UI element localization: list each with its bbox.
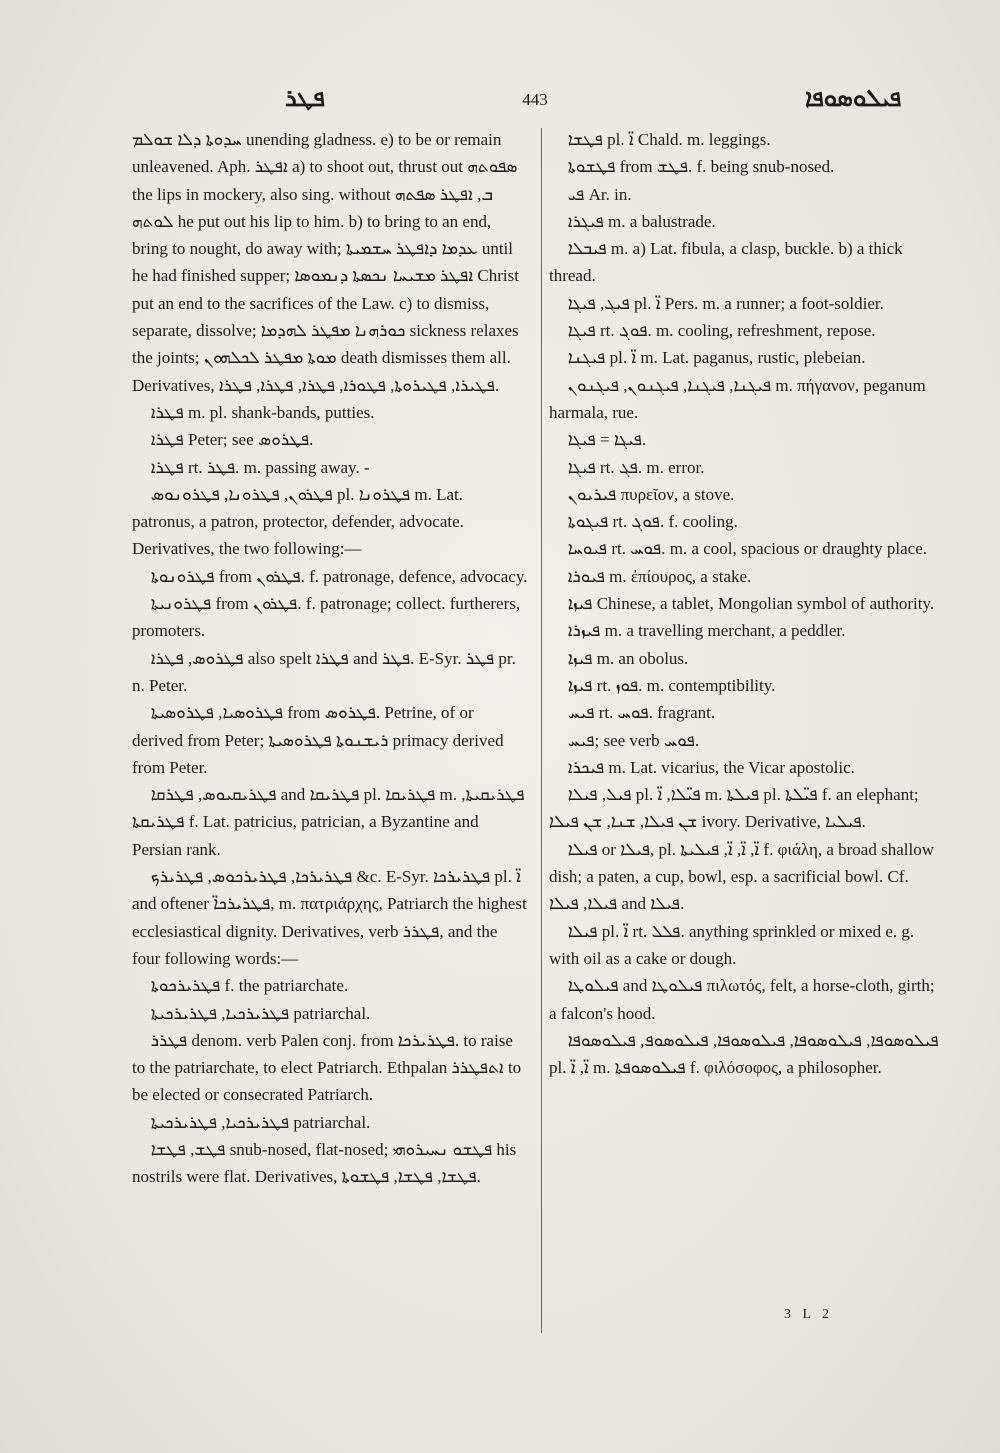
dictionary-entry: ܦܛܪܝܪܟܝܐ, ܦܛܪܝܪܟܝܬܐ patriarchal. [150, 1112, 371, 1132]
dictionary-entry: ܦܝܓܘܬܐ rt. ܦܘܓ. f. cooling. [567, 512, 738, 532]
dictionary-entry: ܦܝܠ, ܦܝܠܐ pl. ܦܝ̈ܠܐ, ܐ̈ m. ܦܝܠܬܐ pl. ܦܝ̈ܠܬܐ f. an elephant; ܫܢ ܦܝܠܐ, ܫܢܐ, ܫܢ ܦܝܠܐ ivory. Derivative, ܦܝܠܝܐ. [549, 785, 919, 832]
dictionary-entry: ܦܛܪܝܪܟܝܐ, ܦܛܪܝܪܟܝܬܐ patriarchal. [150, 1003, 371, 1023]
dictionary-entry: ܦܛܪܐ rt. ܦܛܪ. m. passing away. - [150, 457, 370, 477]
dictionary-entry: ܦܝܠܐ or ܦܝܠܐ, pl. ܐ̈, ܐ̈, ܐ̈, ܦܝܠܝܬܐ f. φιάλη, a broad shallow dish; a paten, a cup, bowl, esp. a sacrificial bowl. Cf. ܦܝܠܐ, ܦܝܠܐ and ܦܝܠܐ. [549, 839, 934, 914]
page-number: 443 [522, 90, 548, 109]
signature-mark: 3 L 2 [784, 1307, 834, 1322]
dictionary-entry: ܦܛܪܝܩܝܘܣ, ܦܛܪܩܐ and ܦܛܪܝܩܐ pl. ܦܛܪܝܩܐ m. ܦܛܪܝܩܝܬܐ, ܦܛܪܝܩܬܐ f. Lat. patricius, patrician, a Byzantine and Persian rank. [132, 785, 525, 859]
dictionary-entry: ܦܝܪܝܘܢ πυρεῖον, a stove. [567, 484, 735, 504]
left-column [132, 126, 528, 1191]
dictionary-entry: ܦܛܪܐ m. pl. shank-bands, putties. [150, 402, 375, 422]
dictionary-entry: ܦܛܪܝܪܟܘܬܐ f. the patriarchate. [150, 976, 349, 996]
dictionary-entry: ܦܝܓܢܐ pl. ܐ̈ m. Lat. paganus, rustic, plebeian. [567, 348, 866, 368]
dictionary-entry: ܦܝܚ rt. ܦܘܚ. fragrant. [567, 703, 716, 723]
dictionary-entry: ܦܛܫܘܬܐ from ܦܛܫ. f. being snub-nosed. [567, 157, 835, 177]
dictionary-entry: ܦܛܪܪ denom. verb Palen conj. from ܦܛܪܝܪܟܐ. to raise to the patriarchate, to elect Patriarch. Ethpalan ܐܬܦܛܪܪ to be elected or consecrated Patriarch. [132, 1030, 522, 1105]
dictionary-entry: ܦܝܓܐ rt. ܦܓ. m. error. [567, 457, 705, 477]
dictionary-entry: ܦܝܓܢܐ, ܦܝܓܢܐ, ܦܝܓܢܘܢ, ܦܝܓܢܘܢ m. πήγανον, peganum harmala, rue. [549, 375, 926, 422]
dictionary-entry: ܦܛܪܘܣ, ܦܛܪܐ also spelt ܦܛܪܐ and ܦܛܪ. E-Syr. ܦܛܪ pr. n. Peter. [132, 648, 516, 695]
dictionary-entry: ܦܛܪܐ Peter; see ܦܛܪܘܣ. [150, 430, 314, 450]
dictionary-entry: ܦܝܙܐ rt. ܦܘܙ. m. contemptibility. [567, 675, 776, 695]
dictionary-entry: ܦܝܙܐ Chinese, a tablet, Mongolian symbol of authority. [567, 594, 935, 614]
dictionary-entry: ܦܝܚ; see verb ܦܘܚ. [567, 730, 700, 750]
dictionary-entry: ܦܝܒܠܐ m. a) Lat. fibula, a clasp, buckle. b) a thick thread. [549, 239, 903, 286]
dictionary-entry: ܦܝܙܐ m. an obolus. [567, 648, 689, 668]
dictionary-entry: ܦܝܘܪܐ m. ἐπίουρος, a stake. [567, 566, 752, 586]
dictionary-entry: ܦܛܫܐ pl. ܐ̈ Chald. m. leggings. [567, 130, 771, 149]
column-divider [541, 128, 542, 1333]
dictionary-entry: ܦܝܟܪܐ m. Lat. vicarius, the Vicar apostolic. [567, 757, 855, 777]
dictionary-entry: ܦܝܠܘܣܘܦܐ, ܦܝܠܘܣܘܦܐ, ܦܝܠܘܣܘܦܐ, ܦܝܠܘܣܘܦ, ܦܝܠܘܣܘܦܐ pl. ܐ̈, ܐ̈ m. ܦܝܠܘܣܘܦܬܐ f. φιλόσοφος, a philosopher. [549, 1030, 939, 1078]
dictionary-entry: ܦܛܪܝܪܟܐ, ܦܛܪܝܪܟܘܣ, ܦܛܪܝܪܟ &c. E-Syr. ܦܛܪܝܪܟܐ pl. ܐ̈ and oftener ܦܛܪܝܪܟܐ̈, m. πατριάρχης, Patriarch the highest ecclesiastical dignity. Derivatives, verb ܦܛܪܪ, and the four following words:— [132, 867, 527, 968]
dictionary-entry: ܦܛܪܘܢܘܬܐ from ܦܛܪܘܢ. f. patronage, defence, advocacy. [150, 566, 528, 586]
dictionary-entry: ܦܝܓܪܐ m. a balustrade. [567, 211, 716, 231]
dictionary-entry: ܦܝܠܐ pl. ܐ̈ rt. ܦܠܠ. anything sprinkled or mixed e. g. with oil as a cake or dough. [549, 921, 915, 968]
dictionary-entry: ܦܝ Ar. in. [567, 184, 632, 204]
dictionary-entry: ܦܛܫ, ܦܛܫܐ snub-nosed, flat-nosed; ܦܛܫܘ ܢܚܝܪܘܗܝ his nostrils were flat. Derivatives, ܦܛܫܐ, ܦܛܫܐ, ܦܛܫܘܬܐ. [132, 1139, 517, 1187]
dictionary-entry: ܦܛܪܘܢ, ܦܛܪܘܢܐ, ܦܛܪܘܢܘܣ pl. ܦܛܪܘܢܐ m. Lat. patronus, a patron, protector, defender, advocate. Derivatives, the two following:— [132, 484, 464, 559]
dictionary-entry: ܦܝܘܚܐ rt. ܦܘܚ. m. a cool, spacious or draughty place. [567, 539, 927, 559]
dictionary-entry: ܦܝܓܐ = ܦܝܓܐ. [567, 430, 647, 450]
running-headword-right: ܦܝܠܘܣܘܦܐ [805, 86, 902, 112]
dictionary-entry: ܦܛܪܘܣܝܐ, ܦܛܪܘܣܝܬܐ from ܦܛܪܘܣ. Petrine, of or derived from Peter; ܪܝܫܢܘܬܐ ܦܛܪܘܣܝܬܐ primacy derived from Peter. [132, 703, 504, 777]
dictionary-entry: ܦܝܠܘܛܐ and ܦܝܠܘܛܐ πιλωτός, felt, a horse-cloth, girth; a falcon's hood. [549, 976, 935, 1023]
running-headword-left: ܦܛܪ [285, 86, 325, 112]
dictionary-entry: ܦܝܓ, ܦܝܓܐ pl. ܐ̈ Pers. m. a runner; a foot-soldier. [567, 293, 884, 313]
dictionary-entry: ܚܕܘܬܐ ܕܠܐ ܫܘܠܡ unending gladness. e) to be or remain unleavened. Aph. ܐܦܛܪ a) to shoot out, thrust out ܣܦܘܬܗ the lips in mockery, also sing. without ܒ, ܐܦܛܪ ܣܦܬܗ ܠܘܬܗ he put out his lip to him. b) to bring to an end, bring to nought, do away with; ܥܕܡܐ ܕܐܦܛܪ ܚܫܡܝܬܐ until he had finished supper; ܐܦܛܪ ܡܫܝܚܐ ܢܟܣܬܐ ܕܢܡܘܣܐ Christ put an end to the sacrifices of the Law. c) to dismiss, separate, dissolve; ܟܘܪܗܢܐ ܡܦܛܪ ܠܗܕܡܐ sickness relaxes the joints; ܡܘܬܐ ܡܦܛܪ ܠܟܠܗܘܢ death dismisses them all. Derivatives, ܦܛܝܪܐ, ܦܛܝܪܘܬܐ, ܦܛܘܪܐ, ܦܛܪܐ, ܦܛܪܐ, ܦܛܪܐ. [132, 130, 519, 395]
dictionary-entry: ܦܝܓܐ rt. ܦܘܓ. m. cooling, refreshment, repose. [567, 321, 876, 341]
right-column [549, 126, 939, 1081]
dictionary-entry: ܦܛܪܘܢܝܬܐ from ܦܛܪܘܢ. f. patronage; collect. furtherers, promoters. [132, 594, 521, 641]
dictionary-entry: ܦܝܙܪܐ m. a travelling merchant, a peddler. [567, 621, 846, 641]
